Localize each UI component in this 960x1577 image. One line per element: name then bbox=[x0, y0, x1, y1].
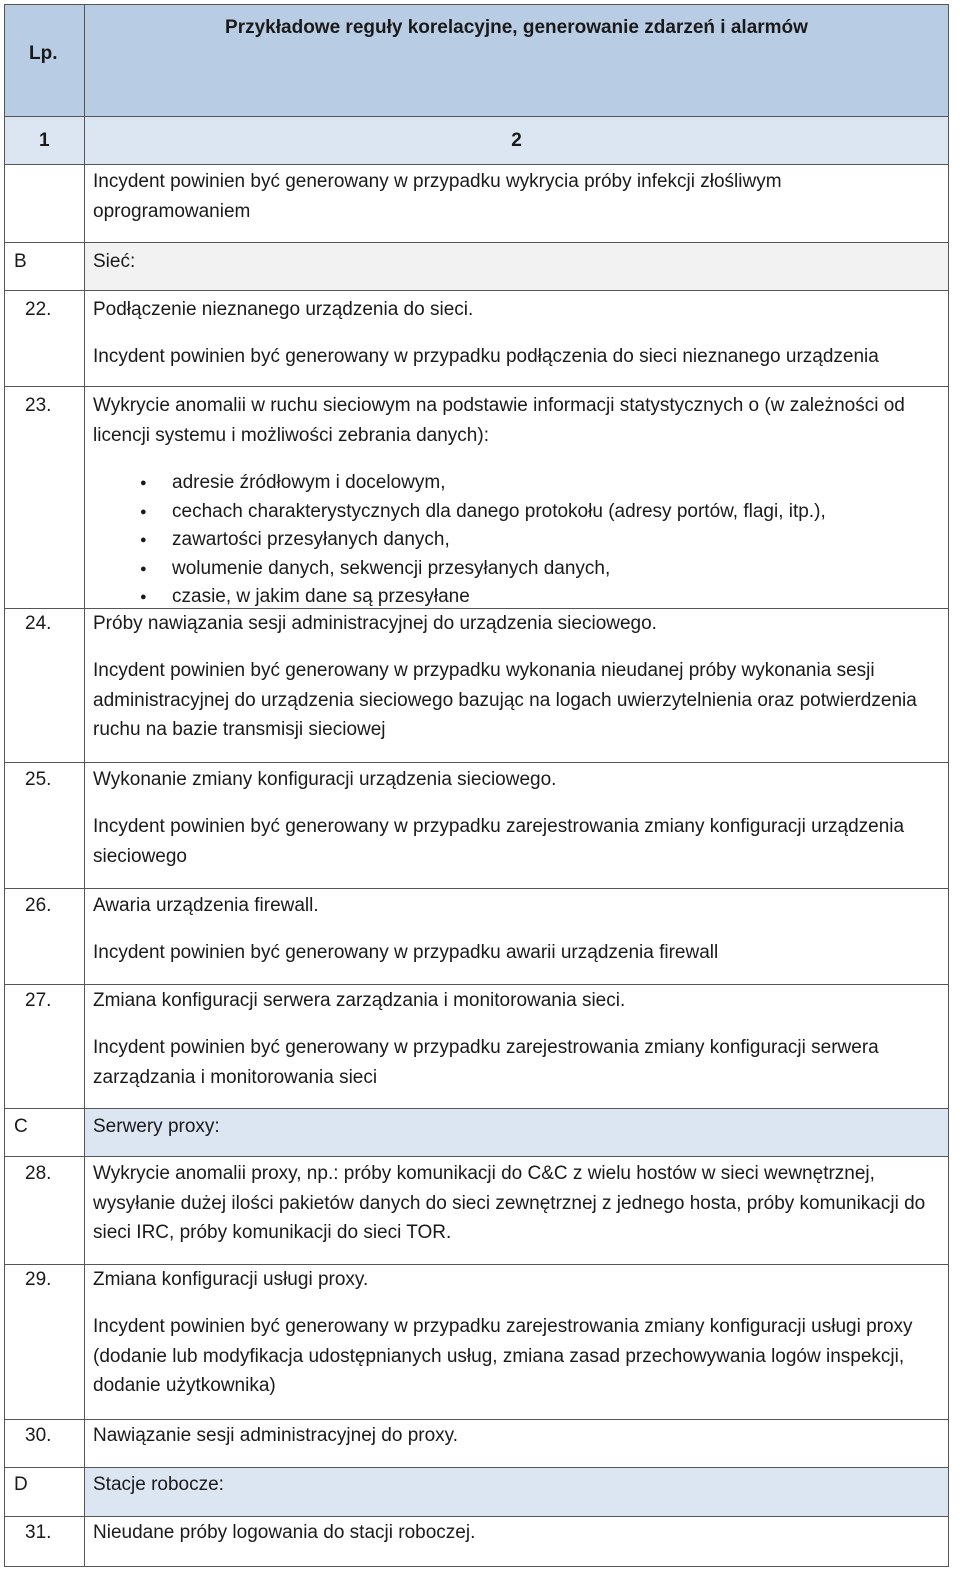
table-row bbox=[5, 985, 949, 1109]
row-description: Incydent powinien być generowany w przypadku zarejestrowania zmiany konfiguracji usługi proxy (dodanie lub modyfikacja udostępnianych usług, zmiana zasad przechowywania logów inspekcji, dodanie użytkownika) bbox=[93, 1316, 913, 1396]
section-title: Stacje robocze: bbox=[93, 1474, 224, 1495]
col-number-2: 2 bbox=[511, 130, 522, 151]
row-title: Zmiana konfiguracji usługi proxy. bbox=[93, 1269, 369, 1290]
list-item: ● wolumenie danych, sekwencji przesyłanych danych, bbox=[140, 555, 826, 584]
list-item: ● cechach charakterystycznych dla danego protokołu (adresy portów, flagi, itp.), bbox=[140, 498, 826, 527]
col-number-2-cell bbox=[85, 117, 949, 164]
row-title: Podłączenie nieznanego urządzenia do sieci. bbox=[93, 299, 474, 320]
col-number-1-cell bbox=[5, 117, 85, 164]
row-description: Incydent powinien być generowany w przypadku zarejestrowania zmiany konfiguracji serwera zarządzania i monitorowania sieci bbox=[93, 1037, 879, 1088]
text-cell bbox=[85, 1157, 949, 1264]
row-title: Wykrycie anomalii w ruchu sieciowym na podstawie informacji statystycznych o (w zależności od licencji systemu i możliwości zebrania danych): bbox=[93, 395, 905, 446]
row-number: 31. bbox=[25, 1522, 52, 1543]
row-description: Incydent powinien być generowany w przypadku podłączenia do sieci nieznanego urządzenia bbox=[93, 346, 879, 367]
text-cell bbox=[85, 1517, 949, 1566]
table-header-row bbox=[5, 5, 949, 117]
text-cell bbox=[85, 1420, 949, 1467]
row-description: Incydent powinien być generowany w przypadku wykonania nieudanej próby wykonania sesji administracyjnej do urządzenia sieciowego bazując na logach uwierzytelnienia oraz potwierdzenia ruchu na bazie transmisji sieciowej bbox=[93, 660, 917, 740]
lp-cell bbox=[5, 165, 85, 242]
row-number: 30. bbox=[25, 1425, 52, 1446]
row-number: 25. bbox=[25, 769, 52, 790]
row-number: 23. bbox=[25, 395, 52, 416]
header-lp-cell bbox=[5, 5, 85, 116]
row-title: Nieudane próby logowania do stacji roboczej. bbox=[93, 1522, 476, 1543]
list-item: ● czasie, w jakim dane są przesyłane bbox=[140, 583, 826, 612]
row-number: 24. bbox=[25, 613, 52, 634]
table-row bbox=[5, 1420, 949, 1468]
row-description: Incydent powinien być generowany w przypadku awarii urządzenia firewall bbox=[93, 942, 719, 963]
table-row bbox=[5, 609, 949, 763]
row-number: 29. bbox=[25, 1269, 52, 1290]
row-number: 26. bbox=[25, 895, 52, 916]
text-cell bbox=[85, 763, 949, 888]
section-row-d bbox=[5, 1468, 949, 1517]
row-description: Incydent powinien być generowany w przypadku zarejestrowania zmiany konfiguracji urządzenia sieciowego bbox=[93, 816, 905, 867]
header-title-cell bbox=[85, 5, 949, 116]
table-row bbox=[5, 889, 949, 985]
lp-cell bbox=[5, 889, 85, 984]
list-item: ● adresie źródłowym i docelowym, bbox=[140, 469, 826, 498]
lp-cell bbox=[5, 985, 85, 1108]
table-row bbox=[5, 763, 949, 889]
text-cell bbox=[85, 243, 949, 290]
lp-cell bbox=[5, 1468, 85, 1516]
section-letter: B bbox=[14, 251, 27, 272]
row-number: 27. bbox=[25, 990, 52, 1011]
section-row-c bbox=[5, 1109, 949, 1157]
text-cell bbox=[85, 387, 949, 608]
lp-cell bbox=[5, 387, 85, 608]
lp-cell bbox=[5, 763, 85, 888]
section-title: Sieć: bbox=[93, 251, 136, 272]
section-letter: D bbox=[14, 1474, 28, 1495]
header-title: Przykładowe reguły korelacyjne, generowanie zdarzeń i alarmów bbox=[225, 17, 808, 38]
section-title: Serwery proxy: bbox=[93, 1116, 220, 1137]
row-title: Nawiązanie sesji administracyjnej do proxy. bbox=[93, 1425, 459, 1446]
text-cell bbox=[85, 609, 949, 762]
lp-cell bbox=[5, 1109, 85, 1156]
table-row bbox=[5, 291, 949, 387]
col-number-1: 1 bbox=[39, 130, 50, 151]
table-row bbox=[5, 387, 949, 609]
list-item: ● zawartości przesyłanych danych, bbox=[140, 526, 826, 555]
text-cell bbox=[85, 165, 949, 242]
section-row-b bbox=[5, 243, 949, 291]
row-number: 28. bbox=[25, 1163, 52, 1184]
lp-cell bbox=[5, 1157, 85, 1264]
text-cell bbox=[85, 291, 949, 386]
table-row bbox=[5, 165, 949, 243]
section-letter: C bbox=[14, 1116, 28, 1137]
lp-cell bbox=[5, 1265, 85, 1419]
row-number: 22. bbox=[25, 299, 52, 320]
text-cell bbox=[85, 985, 949, 1108]
table-row bbox=[5, 1157, 949, 1265]
text-cell bbox=[85, 1265, 949, 1419]
row-title: Zmiana konfiguracji serwera zarządzania i monitorowania sieci. bbox=[93, 990, 626, 1011]
row-title: Próby nawiązania sesji administracyjnej do urządzenia sieciowego. bbox=[93, 613, 657, 634]
lp-cell bbox=[5, 609, 85, 762]
row-title: Wykonanie zmiany konfiguracji urządzenia sieciowego. bbox=[93, 769, 557, 790]
lp-cell bbox=[5, 243, 85, 290]
text-cell bbox=[85, 1468, 949, 1516]
table-row bbox=[5, 1265, 949, 1420]
text-cell bbox=[85, 889, 949, 984]
column-numbers-row bbox=[5, 117, 949, 165]
rules-table bbox=[4, 4, 949, 1567]
row-title: Wykrycie anomalii proxy, np.: próby komunikacji do C&C z wielu hostów w sieci wewnętrznej, wysyłanie dużej ilości pakietów danych do sieci zewnętrznej z jednego hosta, próby komunikacji do sieci IRC, próby komunikacji do sieci TOR. bbox=[93, 1163, 926, 1243]
bullet-list bbox=[140, 469, 826, 612]
lp-cell bbox=[5, 1517, 85, 1566]
table-row bbox=[5, 1517, 949, 1567]
header-lp-label: Lp. bbox=[29, 43, 58, 64]
lp-cell bbox=[5, 1420, 85, 1467]
lp-cell bbox=[5, 291, 85, 386]
text-cell bbox=[85, 1109, 949, 1156]
row-title: Awaria urządzenia firewall. bbox=[93, 895, 319, 916]
row-description: Incydent powinien być generowany w przypadku wykrycia próby infekcji złośliwym oprogramowaniem bbox=[93, 171, 782, 222]
